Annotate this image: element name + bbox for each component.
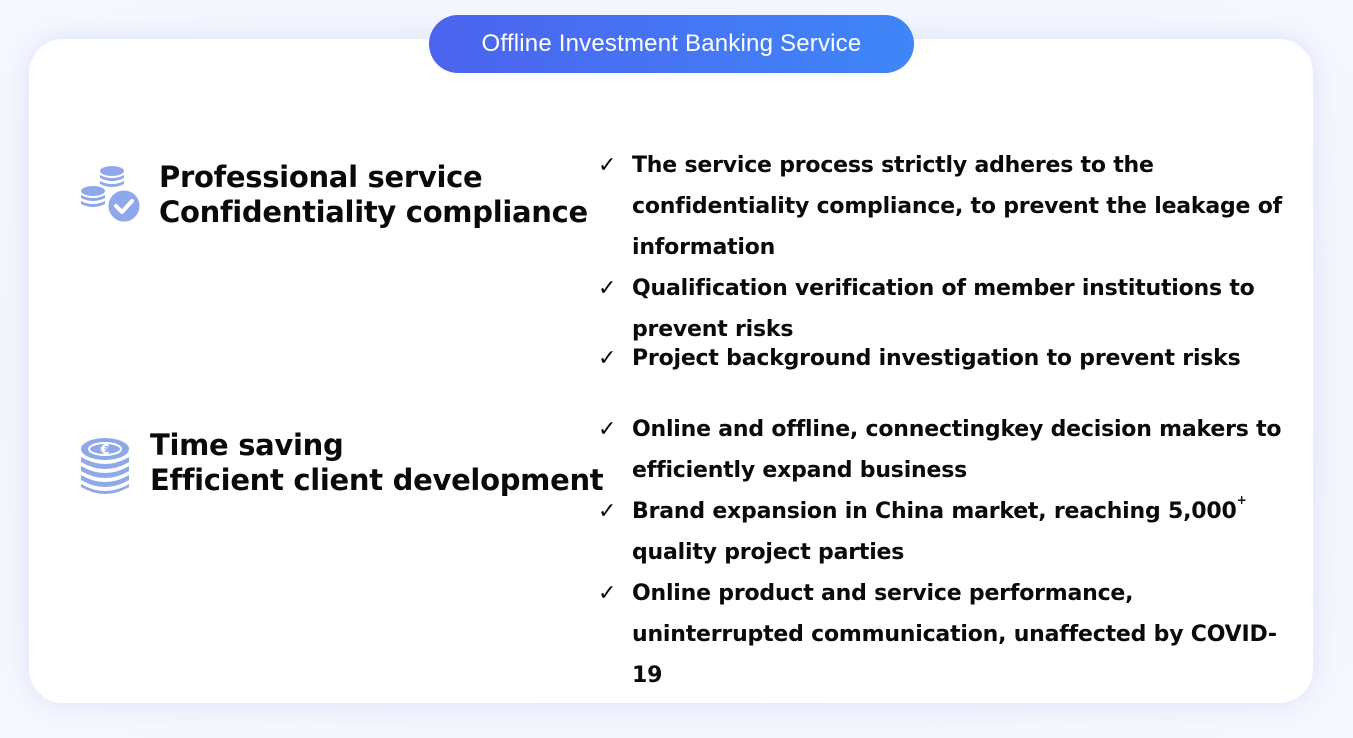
feature-title-line1: Professional service [159,160,483,194]
feature-professional-service [78,160,588,230]
check-icon: ✓ [598,276,617,301]
feature-title-line2: Efficient client development [150,463,604,497]
superscript-plus: + [1236,493,1247,507]
list-item: ✓ The service process strictly adheres to the confidentiality compliance, to prevent the leakage of information [598,145,1298,268]
feature-time-saving [78,428,603,498]
feature-title [150,428,603,498]
feature-title [159,160,588,230]
feature-time-saving-bullets [598,409,1298,696]
list-item: ✓ Qualification verification of member institutions to prevent risks [598,268,1298,350]
coins-check-icon [78,162,144,228]
feature-title-line2: Confidentiality compliance [159,195,588,229]
check-icon: ✓ [598,499,617,524]
list-item: ✓ Online and offline, connectingkey decision makers to efficiently expand business [598,409,1298,491]
list-item: ✓ Online product and service performance, uninterrupted communication, unaffected by COVID-19 [598,573,1298,696]
list-item: ✓ Project background investigation to prevent risks [598,338,1298,379]
list-item: ✓ Brand expansion in China market, reaching 5,000+ quality project parties [598,493,1247,565]
check-icon: ✓ [598,153,617,178]
check-icon: ✓ [598,346,617,371]
feature-title-line1: Time saving [150,428,344,462]
svg-text:€: € [100,443,110,458]
section-title-badge [429,15,914,73]
feature-professional-bullets [598,145,1298,379]
check-icon: ✓ [598,581,617,606]
check-icon: ✓ [598,417,617,442]
coin-stack-icon [78,430,132,496]
section-title: Offline Investment Banking Service [481,30,862,57]
